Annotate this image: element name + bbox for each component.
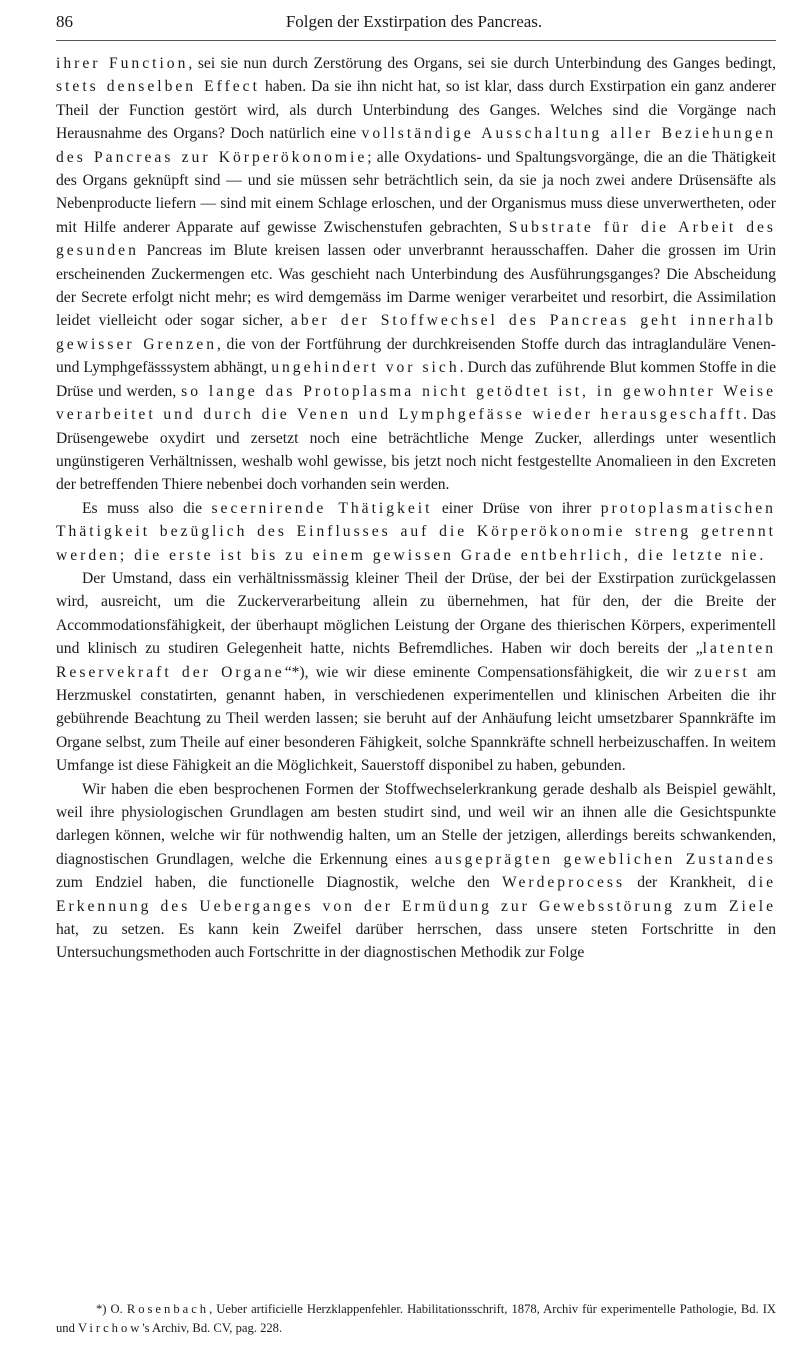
text-run: am Herzmuskel constatirten, genannt haben, in verschiedenen experimentellen und klinischen Arbeiten die ihr gebührende Beachtung zu Theil werden lassen; sie beruht auf der Anhäufung leicht umsetzbarer Spannkräfte im Organe selbst, zum Theile auf einer besonderen Fähigkeit, solche Spannkräfte schnell herbeizuschaffen. In weitem Umfange ist diese Fähigkeit an die Möglichkeit, Sauerstoff disponibel zu haben, gebunden. [56, 663, 777, 775]
text-run: Wir haben die eben besprochenen Formen der Stoffwechselerkrankung gerade deshalb als Beispiel gewählt, weil ihre physiologischen Grundlagen am besten studirt sind, und weil wir an ihnen alle die Gesichtspunkte darlegen können, welche wir für nothwendig halten, um an Stelle der jetzigen, allerdings bereits schwankenden, diagnostischen Grundlagen, welche die Erkennung eines [56, 780, 776, 868]
text-run: *) O. [96, 1302, 127, 1316]
text-run: einer Drüse von ihrer [432, 499, 601, 517]
emphasized-text: secernirende Thätigkeit [211, 499, 433, 517]
paragraph [56, 567, 776, 778]
text-run: ; alle Oxydations- und Spaltungsvorgänge, die an die Thätigkeit des Organs geknüpft sind — und sie müssen sehr beträchtlich sein, da sie ja noch zwei andere Drüsensäfte als Nebenproducte liefern — sind mit einem Schlage erloschen, und der Organismus muss diese unverwertheten, oder mit Hilfe anderer Apparate auf gewisse Zwischenstufen gebrachten, [56, 148, 776, 236]
emphasized-text: Rosenbach [126, 1302, 210, 1316]
text-run: Pancreas im Blute kreisen lassen oder unverbrannt herausschaffen. Daher die grossen im Urin erscheinenden Zuckermengen etc. Was geschieht nach Unterbindung des Ausführungsganges? Die Abscheidung der Secrete erfolgt nicht mehr; es wird demgemäss im Darme weniger verarbeitet und resorbirt, die Assimilation leidet vielleicht oder sogar sicher, [56, 242, 776, 330]
text-run: Der Umstand, dass ein verhältnissmässig kleiner Theil der Drüse, der bei der Exstirpation zurückgelassen wird, ausreicht, um die Zuckerverarbeitung allein zu übernehmen, hat für den, der die Breite der Accommodationsfähigkeit, der überhaupt möglichen Leistung der Organe des thierischen Körpers, experimentell und klinisch zu studiren Gelegenheit hatte, nichts Befremdliches. Haben wir doch bereits der „ [56, 569, 776, 658]
paragraph [56, 52, 776, 497]
text-run: 's Archiv, Bd. CV, pag. 228. [142, 1321, 283, 1335]
text-run: zum Endziel haben, die functionelle Diagnostik, welche den [56, 874, 502, 892]
text-run: . Das Drüsengewebe oxydirt und zersetzt noch eine beträchtliche Menge Zucker, allerdings unter wesentlich ungünstigeren Verhältnissen, weshalb wohl gewisse, bis jetzt noch nicht festgestellte Anomalieen in den Excreten der betreffenden Thiere nebenbei doch vorhanden sein werden. [56, 406, 776, 494]
emphasized-text: ihrer Function [56, 55, 189, 72]
paragraph [56, 778, 776, 965]
footnote [56, 1300, 776, 1338]
running-title: Folgen der Exstirpation des Pancreas. [285, 12, 543, 31]
text-run: hat, zu setzen. Es kann kein Zweifel darüber herrschen, dass unsere steten Fortschritte in den Untersuchungsmethoden auch Fortschritte in der diagnostischen Methodik zur Folge [56, 921, 776, 962]
footnote-text [56, 1300, 776, 1338]
emphasized-text: vollständige Ausschaltung aller Beziehungen des Pancreas zur Körperökonomie [56, 125, 776, 166]
emphasized-text: protoplasmatischen Thätigkeit bezüglich des Einflusses auf die Körperökonomie streng getrennt werden; die erste ist bis zu einem gewissen Grade entbehrlich, die letzte nie [56, 499, 776, 564]
text-run: , die von der Fortführung der durchkreisenden Stoffe durch das intraglanduläre Venen- und Lymphgefässsystem abhängt, [56, 335, 776, 377]
text-run: . Durch das zuführende Blut kommen Stoffe in die Drüse und werden, [56, 359, 777, 400]
page-number: 86 [56, 12, 73, 31]
text-run: haben. Da sie ihn nicht hat, so ist klar, dass durch Exstirpation ein ganz anderer Theil der Function gestört wird, als durch Unterbindung des Ganges. Welches sind die Vorgänge nach Herausnahme des Organs? Doch natürlich eine [56, 78, 776, 143]
emphasized-text: zuerst [694, 663, 750, 681]
emphasized-text: latenten Reservekraft der Organe [56, 640, 776, 681]
text-run: Es muss also die [82, 499, 212, 517]
emphasized-text: Werdeprocess [502, 874, 626, 892]
header-rule [56, 40, 776, 41]
text-run: . [759, 546, 764, 564]
emphasized-text: Substrate für die Arbeit des gesunden [56, 218, 776, 260]
body-text [56, 52, 776, 965]
text-run: der Krankheit, [625, 874, 748, 892]
emphasized-text: stets denselben Effect [56, 78, 260, 96]
emphasized-text: so lange das Protoplasma nicht getödtet ist, in gewohnter Weise verarbeitet und durch die Venen und Lymphgefässe wieder herausgeschafft [56, 382, 776, 424]
text-run: , sei sie nun durch Zerstörung des Organs, sei sie durch Unterbindung des Ganges bedingt, [188, 55, 776, 72]
emphasized-text: die Erkennung des Ueberganges von der Ermüdung zur Gewebsstörung zum Ziele [56, 874, 776, 915]
page-header [52, 6, 776, 42]
emphasized-text: aber der Stoffwechsel des Pancreas geht innerhalb gewisser Grenzen [56, 312, 777, 353]
emphasized-text: ausgeprägten geweblichen Zustandes [434, 850, 777, 868]
paragraph [56, 497, 776, 567]
emphasized-text: Virchow [78, 1321, 143, 1335]
text-run: “*), wie wir diese eminente Compensationsfähigkeit, die wir [284, 663, 695, 681]
emphasized-text: ungehindert vor sich [271, 359, 460, 377]
text-run: , Ueber artificielle Herzklappenfehler. Habilitationsschrift, 1878, Archiv für experimentelle Pathologie, Bd. IX und [56, 1302, 777, 1335]
